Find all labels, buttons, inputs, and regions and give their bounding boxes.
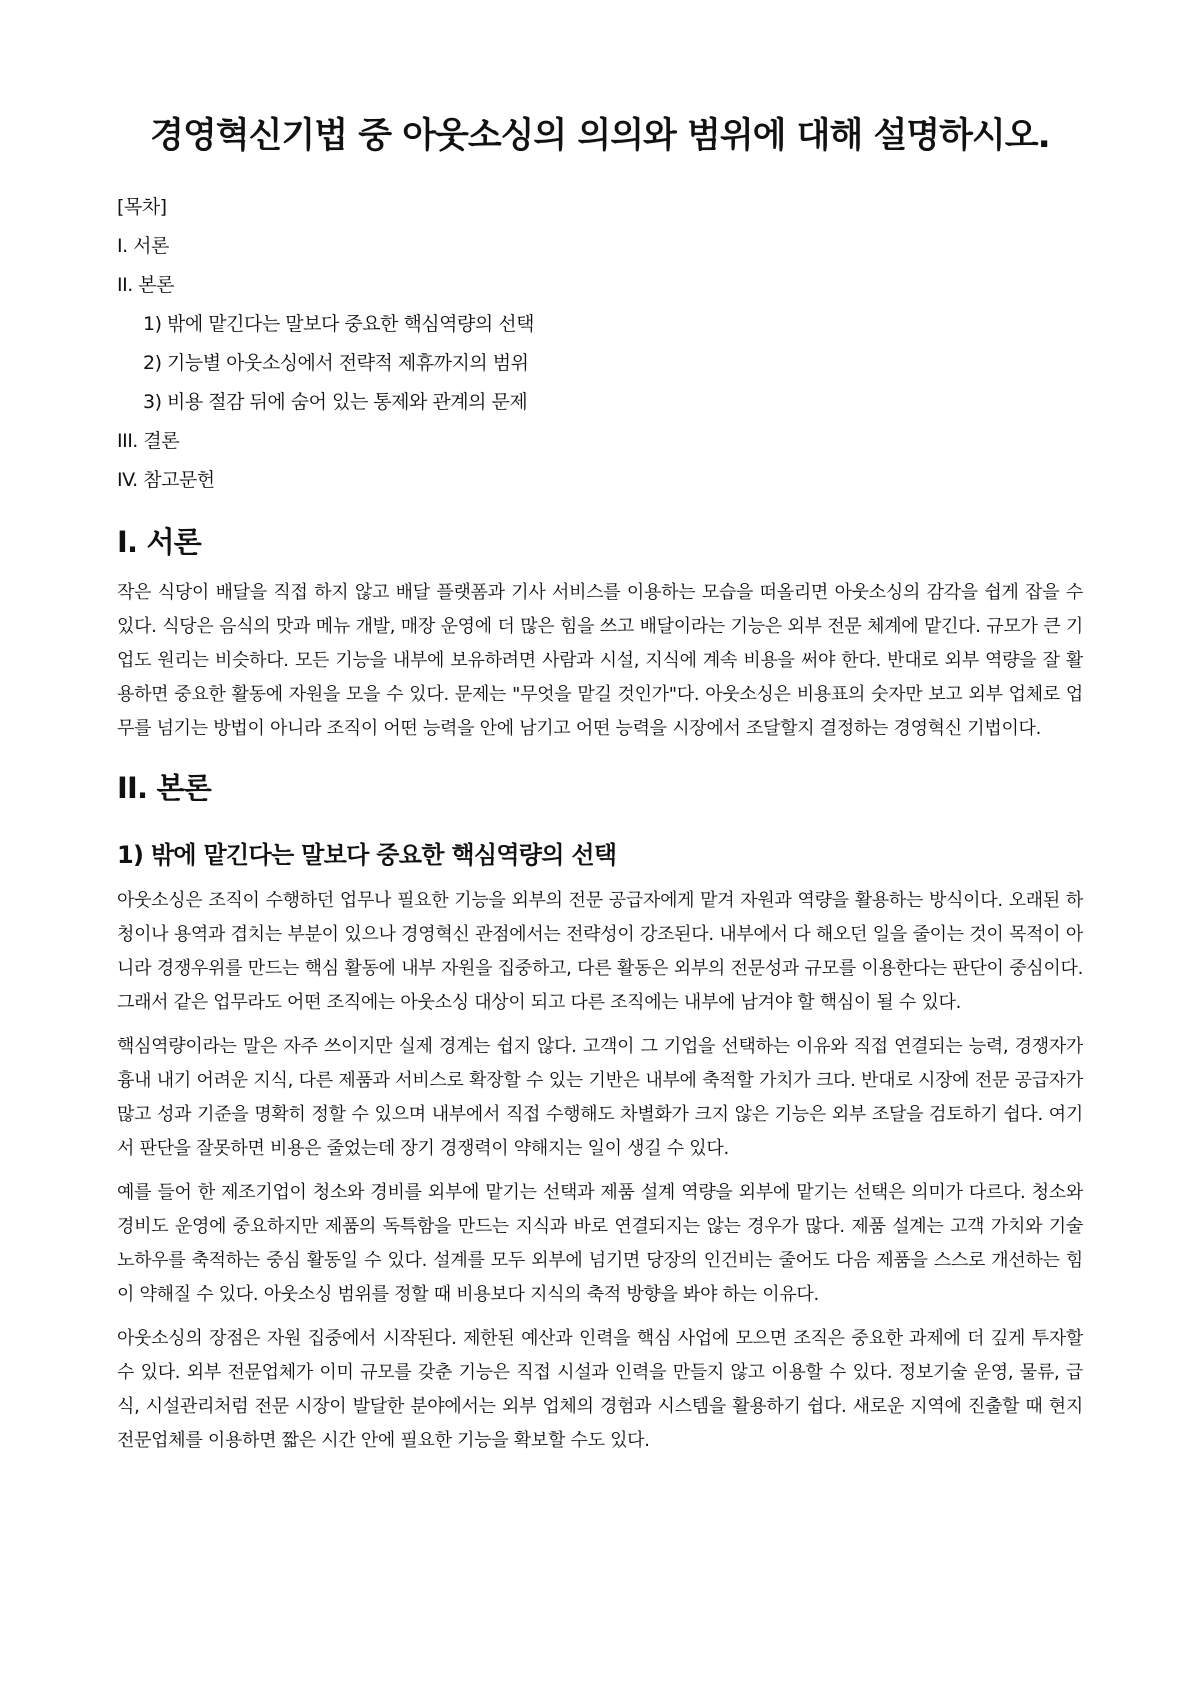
body-sub1-paragraph-1: 아웃소싱은 조직이 수행하던 업무나 필요한 기능을 외부의 전문 공급자에게 맡겨 자원과 역량을 활용하는 방식이다. 오래된 하청이나 용역과 겹치는 부분이 있으나 경영혁신 관점에서는 전략성이 강조된다. 내부에서 다 해오던 일을 줄이는 것이 목적이 아니라 경쟁우위를 만드는 핵심 활동에 내부 자원을 집중하고, 다른 활동은 외부의 전문성과 규모를 이용한다는 판단이 중심이다. 그래서 같은 업무라도 어떤 조직에는 아웃소싱 대상이 되고 다른 조직에는 내부에 남겨야 할 핵심이 될 수 있다. bbox=[117, 890, 1083, 1013]
intro-paragraph: 작은 식당이 배달을 직접 하지 않고 배달 플랫폼과 기사 서비스를 이용하는 모습을 떠올리면 아웃소싱의 감각을 쉽게 잡을 수 있다. 식당은 음식의 맛과 메뉴 개발, 매장 운영에 더 많은 힘을 쓰고 배달이라는 기능은 외부 전문 체계에 맡긴다. 규모가 큰 기업도 원리는 비슷하다. 모든 기능을 내부에 보유하려면 사람과 시설, 지식에 계속 비용을 써야 한다. 반대로 외부 역량을 잘 활용하면 중요한 활동에 자원을 모을 수 있다. 문제는 "무엇을 맡길 것인가"다. 아웃소싱은 비용표의 숫자만 보고 외부 업체로 업무를 넘기는 방법이 아니라 조직이 어떤 능력을 안에 남기고 어떤 능력을 시장에서 조달할지 결정하는 경영혁신 기법이다. bbox=[117, 582, 1083, 739]
body-sub1-heading: 1) 밖에 맡긴다는 말보다 중요한 핵심역량의 선택 bbox=[117, 841, 617, 869]
intro-heading: I. 서론 bbox=[117, 525, 201, 559]
toc-heading: [목차] bbox=[117, 196, 167, 218]
toc-item-intro: I. 서론 bbox=[117, 235, 169, 257]
body-sub1-paragraph-3: 예를 들어 한 제조기업이 청소와 경비를 외부에 맡기는 선택과 제품 설계 역량을 외부에 맡기는 선택은 의미가 다르다. 청소와 경비도 운영에 중요하지만 제품의 독특함을 만드는 지식과 바로 연결되지는 않는 경우가 많다. 제품 설계는 고객 가치와 기술 노하우를 축적하는 중심 활동일 수 있다. 설계를 모두 외부에 넘기면 당장의 인건비는 줄어도 다음 제품을 스스로 개선하는 힘이 약해질 수 있다. 아웃소싱 범위를 정할 때 비용보다 지식의 축적 방향을 봐야 하는 이유다. bbox=[117, 1182, 1083, 1305]
body-heading: II. 본론 bbox=[117, 771, 211, 805]
toc-item-body: II. 본론 bbox=[117, 274, 174, 296]
toc-item-conclusion: III. 결론 bbox=[117, 430, 180, 452]
body-sub1-paragraph-2: 핵심역량이라는 말은 자주 쓰이지만 실제 경계는 쉽지 않다. 고객이 그 기업을 선택하는 이유와 직접 연결되는 능력, 경쟁자가 흉내 내기 어려운 지식, 다른 제품과 서비스로 확장할 수 있는 기반은 내부에 축적할 가치가 크다. 반대로 시장에 전문 공급자가 많고 성과 기준을 명확히 정할 수 있으며 내부에서 직접 수행해도 차별화가 크지 않은 기능은 외부 조달을 검토하기 쉽다. 여기서 판단을 잘못하면 비용은 줄었는데 장기 경쟁력이 약해지는 일이 생길 수 있다. bbox=[117, 1036, 1083, 1159]
body-sub1-paragraph-4: 아웃소싱의 장점은 자원 집중에서 시작된다. 제한된 예산과 인력을 핵심 사업에 모으면 조직은 중요한 과제에 더 깊게 투자할 수 있다. 외부 전문업체가 이미 규모를 갖춘 기능은 직접 시설과 인력을 만들지 않고 이용할 수 있다. 정보기술 운영, 물류, 급식, 시설관리처럼 전문 시장이 발달한 분야에서는 외부 업체의 경험과 시스템을 활용하기 쉽다. 새로운 지역에 진출할 때 현지 전문업체를 이용하면 짧은 시간 안에 필요한 기능을 확보할 수도 있다. bbox=[117, 1328, 1083, 1451]
toc-item-body-1: 1) 밖에 맡긴다는 말보다 중요한 핵심역량의 선택 bbox=[143, 313, 534, 335]
toc-item-references: IV. 참고문헌 bbox=[117, 469, 215, 491]
toc-item-body-2: 2) 기능별 아웃소싱에서 전략적 제휴까지의 범위 bbox=[143, 352, 529, 374]
document-title: 경영혁신기법 중 아웃소싱의 의의와 범위에 대해 설명하시오. bbox=[150, 116, 1050, 156]
table-of-contents bbox=[117, 188, 1083, 500]
toc-item-body-3: 3) 비용 절감 뒤에 숨어 있는 통제와 관계의 문제 bbox=[143, 391, 528, 413]
document-page bbox=[117, 112, 1083, 1468]
